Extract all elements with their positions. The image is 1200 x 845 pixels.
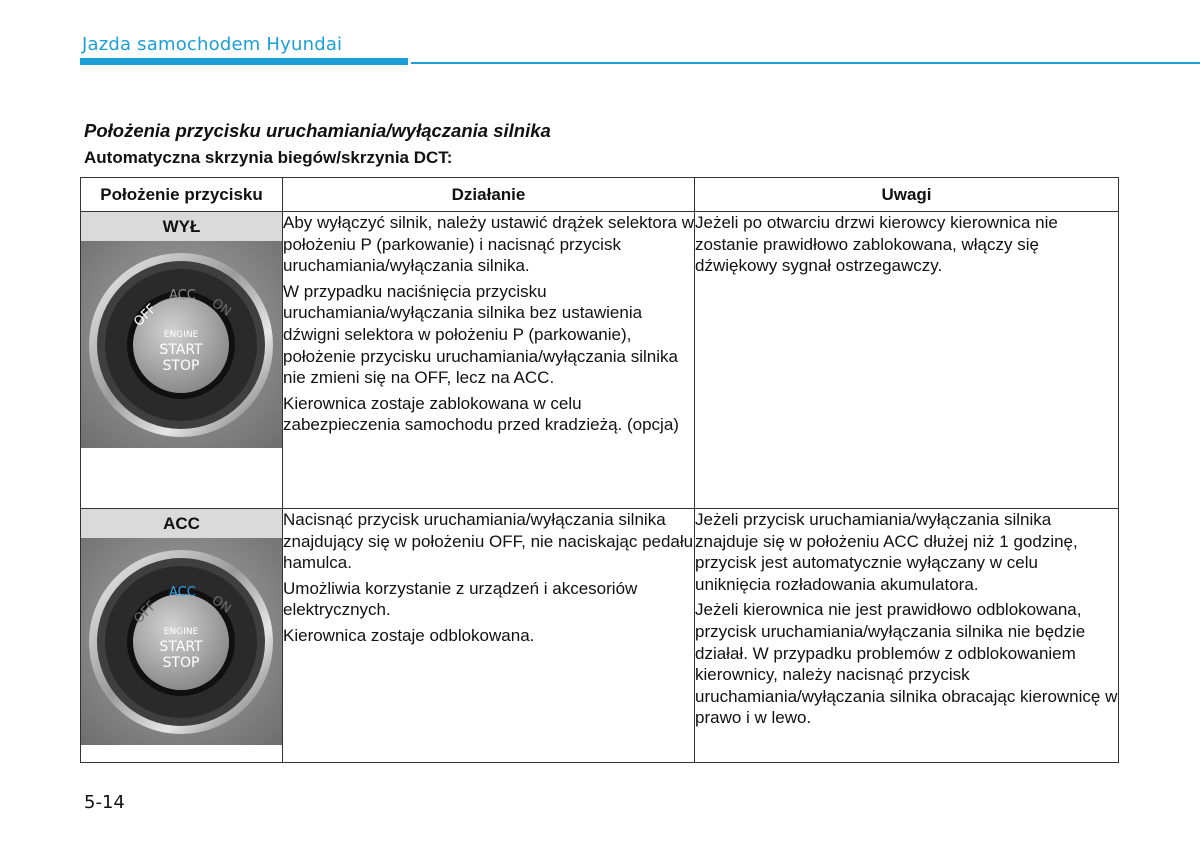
header-rule: [411, 62, 1200, 64]
svg-text:ON: ON: [208, 592, 234, 617]
knob-label-start: START: [159, 639, 203, 655]
position-label: ACC: [81, 509, 282, 538]
svg-text:OFF: OFF: [131, 598, 160, 627]
svg-text:ACC: ACC: [169, 288, 196, 303]
knob-label-stop: STOP: [162, 358, 200, 374]
header-accent-bar: [80, 58, 408, 65]
section-title: Położenia przycisku uruchamiania/wyłączania silnika: [84, 120, 551, 141]
section-subtitle: Automatyczna skrzynia biegów/skrzynia DCT:: [84, 148, 453, 167]
knob-label-engine: ENGINE: [163, 627, 199, 637]
knob-label-engine: ENGINE: [163, 330, 199, 340]
column-header-position: Położenie przycisku: [81, 178, 283, 212]
notes-paragraph: Jeżeli po otwarciu drzwi kierowcy kierownica nie zostanie prawidłowo zablokowana, włączy się dźwiękowy sygnał ostrzegawczy.: [695, 213, 1058, 276]
svg-text:OFF: OFF: [131, 301, 160, 330]
action-paragraph: W przypadku naciśnięcia przycisku uruchamiania/wyłączania silnika bez ustawienia dźwigni selektora w położeniu P (parkowanie), położenie przycisku uruchamiania/wyłączania silnika nie zmieni się na OFF, lecz na ACC.: [283, 281, 678, 388]
action-paragraph: Umożliwia korzystanie z urządzeń i akcesoriów elektrycznych.: [283, 578, 638, 620]
button-positions-table: [80, 177, 1119, 763]
position-cell: [81, 212, 283, 509]
action-cell: [283, 212, 695, 509]
position-cell: [81, 509, 283, 763]
action-paragraph: Kierownica zostaje zablokowana w celu zabezpieczenia samochodu przed kradzieżą. (opcja): [283, 393, 679, 435]
notes-cell: [695, 509, 1119, 763]
position-label: WYŁ: [81, 212, 282, 241]
bezel-label-acc: [169, 585, 196, 600]
svg-text:ON: ON: [208, 295, 234, 320]
start-stop-button-acc-image: [81, 538, 282, 745]
table-row: [81, 509, 1119, 763]
notes-cell: [695, 212, 1119, 509]
notes-paragraph: Jeżeli kierownica nie jest prawidłowo odblokowana, przycisk uruchamiania/wyłączania silnika nie będzie działał. W przypadku problemów z odblokowaniem kierownicy, należy nacisnąć przycisk uruchamiania/wyłączania silnika obracając kierownicę w prawo i w lewo.: [695, 600, 1118, 728]
bezel-label-acc: [169, 288, 196, 303]
column-header-notes: Uwagi: [695, 178, 1119, 212]
start-stop-button-off-image: [81, 241, 282, 448]
svg-text:ACC: ACC: [169, 585, 196, 600]
knob-label-start: START: [159, 342, 203, 358]
running-header: Jazda samochodem Hyundai: [82, 34, 343, 55]
page-number: 5-14: [84, 792, 125, 813]
notes-paragraph: Jeżeli przycisk uruchamiania/wyłączania silnika znajduje się w położeniu ACC dłużej niż 1 godzinę, przycisk jest automatycznie wyłączany w celu uniknięcia rozładowania akumulatora.: [695, 510, 1078, 594]
column-header-action: Działanie: [283, 178, 695, 212]
action-cell: [283, 509, 695, 763]
table-header-row: [81, 178, 1119, 212]
table-row: [81, 212, 1119, 509]
action-paragraph: Kierownica zostaje odblokowana.: [283, 625, 535, 645]
knob-label-stop: STOP: [162, 655, 200, 671]
action-paragraph: Nacisnąć przycisk uruchamiania/wyłączania silnika znajdujący się w położeniu OFF, nie naciskając pedału hamulca.: [283, 510, 694, 573]
action-paragraph: Aby wyłączyć silnik, należy ustawić drążek selektora w położeniu P (parkowanie) i nacisnąć przycisk uruchamiania/wyłączania silnika.: [283, 213, 694, 276]
